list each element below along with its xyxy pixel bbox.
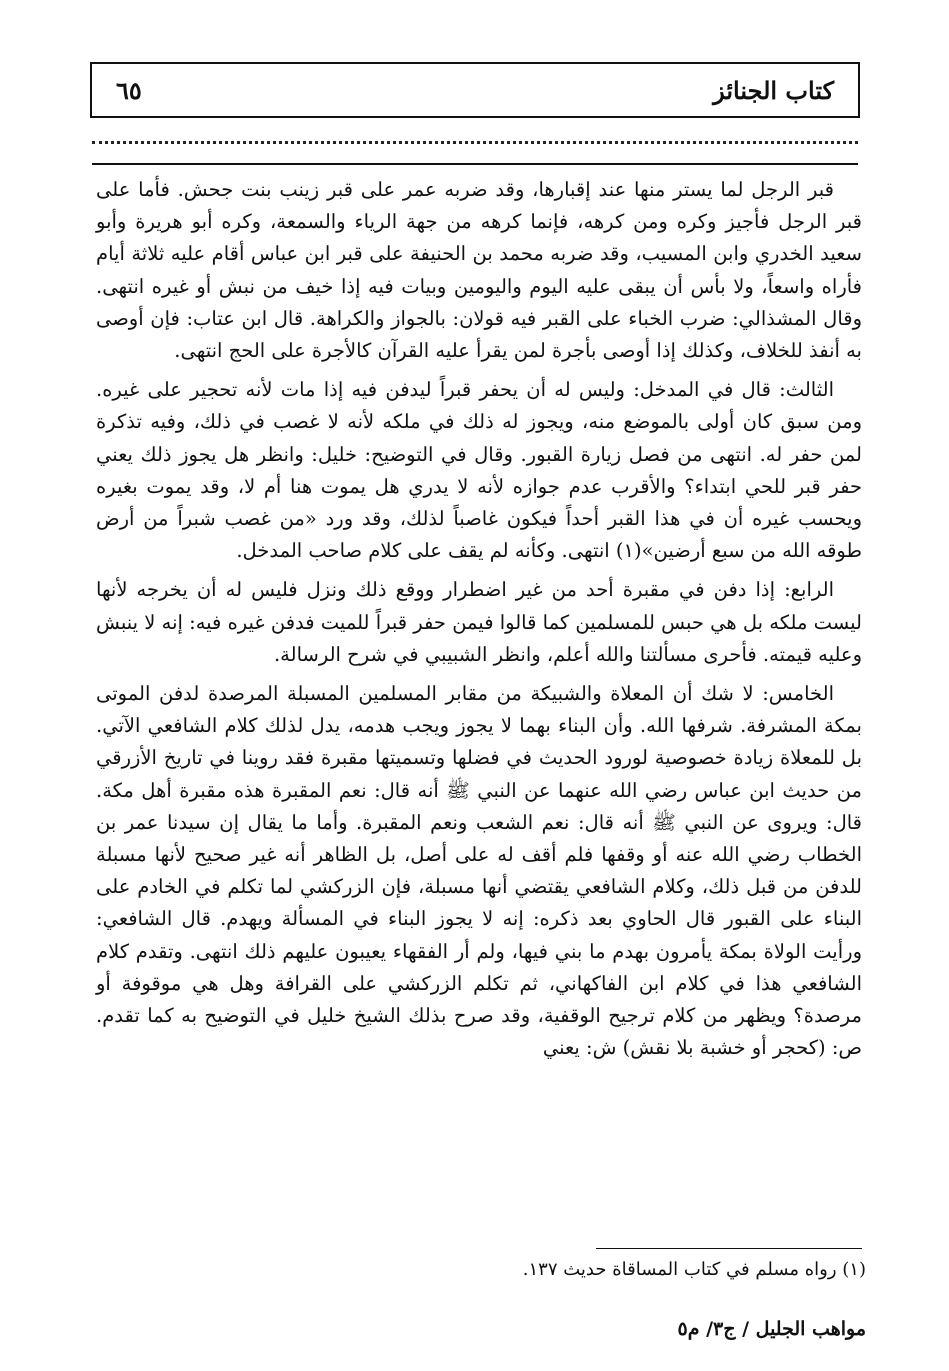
paragraph-4: الخامس: لا شك أن المعلاة والشبيكة من مقابر المسلمين المسبلة المرصدة لدفن الموتى بمكة المشرفة. شرفها الله. وأن البناء بهما لا يجوز ويجب هدمه، يدل لذلك كلام الشافعي الآتي. بل للمعلاة زيادة خصوصية لورود الحديث في فضلها وتسميتها مقبرة فقد روينا في تاريخ الأزرقي من حديث ابن عباس رضي الله عنهما عن النبي ﷺ أنه قال: نعم المقبرة هذه مقبرة أهل مكة. قال: ويروى عن النبي ﷺ أنه قال: نعم الشعب ونعم المقبرة. وأما ما يقال إن سيدنا عمر بن الخطاب رضي الله عنه أو وقفها فلم أقف له على أصل، بل الظاهر أنه غير صحيح لأنها مسبلة للدفن من قبل ذلك، وكلام الشافعي يقتضي أنها مسبلة، فإن الزركشي لما تكلم في الخادم على البناء على القبور قال الحاوي بعد ذكره: إنه لا يجوز البناء في المسألة ويهدم. قال الشافعي: ورأيت الولاة بمكة يأمرون بهدم ما بني فيها، ولم أر الفقهاء يعيبون عليهم ذلك انتهى. وتقدم كلام الشافعي هذا في كلام ابن الفاكهاني، ثم تكلم الزركشي على القرافة وهل هي موقوفة أو مرصدة؟ ويظهر من كلام ترجيح الوقفية، وقد صرح بذلك الشيخ خليل في التوضيح به كما تقدم. ص: (كحجر أو خشبة بلا نقش) ش: يعني — [96, 682, 862, 1060]
paragraph-3: الرابع: إذا دفن في مقبرة أحد من غير اضطرار ووقع ذلك ونزل فليس له أن يخرجه لأنها ليست ملكه بل هي حبس للمسلمين كما قالوا فيمن حفر قبراً للميت فدفن غيره فيه: إنه لا ينبش وعليه قيمته. فأحرى مسألتنا والله أعلم، وانظر الشبيبي في شرح الرسالة. — [96, 578, 862, 666]
paragraph-1: قبر الرجل لما يستر منها عند إقبارها، وقد ضربه عمر على قبر زينب بنت جحش. فأما على قبر الرجل فأجيز وكره ومن كرهه، فإنما كرهه من جهة الرياء والسمعة، وكره أبو هريرة وأبو سعيد الخدري وابن المسيب، وقد ضربه محمد بن الحنيفة على قبر ابن عباس أقام عليه ثلاثة أيام فأراه واسعاً، ولا بأس أن يبقى عليه اليوم واليومين وبيات فيه إذا خيف من نبش أو غيره انتهى. وقال المشذالي: ضرب الخباء على القبر فيه قولان: بالجواز والكراهة. قال ابن عتاب: فإن أوصى به أنفذ للخلاف، وكذلك إذا أوصى بأجرة لمن يقرأ عليه القرآن كالأجرة على الحج انتهى. — [96, 178, 862, 363]
dotted-separator — [92, 141, 858, 144]
footnote-rule — [596, 1248, 862, 1249]
page-number: ٦٥ — [116, 75, 142, 105]
main-text — [96, 174, 862, 1064]
running-header — [90, 62, 860, 118]
text-top-rule — [92, 163, 858, 165]
paragraph-2: الثالث: قال في المدخل: وليس له أن يحفر قبراً ليدفن فيه إذا مات لأنه تحجير على غيره. ومن سبق كان أولى بالموضع منه، ويجوز له ذلك في ملكه لأنه لا غصب في ذلك، وفيه تذكرة لمن حفر له. انتهى من فصل زيارة القبور. وقال في التوضيح: خليل: وانظر هل يجوز ذلك يعني حفر قبر للحي ابتداء؟ والأقرب عدم جوازه لأنه لا يدري هل يموت هنا أم لا، وقد يموت بغيره ويحسب غيره أن في هذا القبر أحداً فيكون غاصباً لذلك، وقد ورد «من غصب شبراً من أرض طوقه الله من سبع أرضين»(١) انتهى. وكأنه لم يقف على كلام صاحب المدخل. — [96, 378, 862, 563]
chapter-title: كتاب الجنائز — [713, 75, 834, 105]
footnote: (١) رواه مسلم في كتاب المساقاة حديث ١٣٧. — [522, 1259, 866, 1280]
page-footer: مواهب الجليل / ج٣/ م٥ — [677, 1318, 866, 1340]
